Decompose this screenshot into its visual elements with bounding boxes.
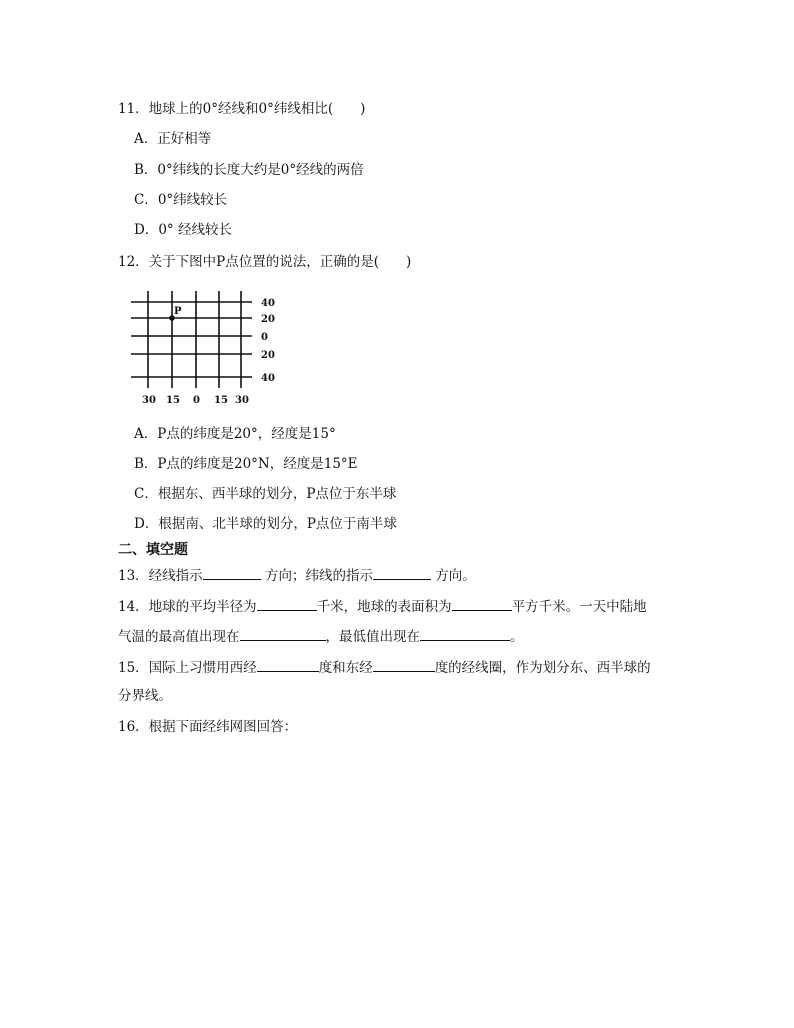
answer-blank[interactable] <box>373 657 435 672</box>
answer-blank[interactable] <box>373 565 431 580</box>
answer-blank[interactable] <box>203 565 261 580</box>
q15-line-2: 分界线。 <box>118 688 172 704</box>
lat-label: 40 <box>261 373 275 384</box>
lat-lon-grid-figure <box>128 288 288 414</box>
q14-text-4: 气温的最高值出现在 <box>118 629 240 645</box>
answer-blank[interactable] <box>452 596 512 611</box>
q11-option-b: B．0°纬线的长度大约是0°经线的两倍 <box>134 162 364 178</box>
answer-blank[interactable] <box>240 626 326 641</box>
lon-label: 15 <box>166 395 180 406</box>
q15-text-1: 15．国际上习惯用西经 <box>118 660 257 676</box>
answer-blank[interactable] <box>420 626 510 641</box>
lon-label: 30 <box>142 395 156 406</box>
q14-line-2 <box>118 626 524 646</box>
q11-option-d: D．0° 经线较长 <box>134 222 232 238</box>
lat-label: 40 <box>261 298 275 309</box>
q15-text-2: 度和东经 <box>318 660 373 676</box>
q13-text-2: 方向；纬线的指示 <box>260 568 373 584</box>
answer-blank[interactable] <box>257 596 317 611</box>
q12-option-a: A．P点的纬度是20°，经度是15° <box>134 426 336 442</box>
grid-lines <box>131 291 252 388</box>
q12-option-c: C．根据东、西半球的划分，P点位于东半球 <box>134 486 397 502</box>
q14-text-1: 14．地球的平均半径为 <box>118 599 257 615</box>
answer-blank[interactable] <box>257 657 319 672</box>
q12-option-d: D．根据南、北半球的划分，P点位于南半球 <box>134 516 397 532</box>
q13 <box>118 565 476 585</box>
q15-text-3: 度的经线圈，作为划分东、西半球的 <box>434 660 651 676</box>
q15-line-1 <box>118 657 651 677</box>
q11-option-c: C．0°纬线较长 <box>134 192 228 208</box>
q11-option-a: A．正好相等 <box>134 131 212 147</box>
q13-text-1: 13．经线指示 <box>118 568 203 584</box>
lat-label: 20 <box>261 350 275 361</box>
lon-label: 0 <box>193 395 200 406</box>
q11-stem: 11．地球上的0°经线和0°纬线相比( ) <box>118 101 366 117</box>
q12-stem: 12．关于下图中P点位置的说法，正确的是( ) <box>118 254 412 270</box>
q16-stem: 16．根据下面经纬网图回答： <box>118 719 298 735</box>
point-p-label: P <box>174 306 182 317</box>
lon-label: 30 <box>235 395 249 406</box>
q14-text-3: 平方千米。一天中陆地 <box>511 599 647 615</box>
section-title: 二、填空题 <box>118 542 188 558</box>
q14-text-2: 千米，地球的表面积为 <box>316 599 452 615</box>
q14-text-6: 。 <box>510 629 524 645</box>
lat-label: 20 <box>261 314 275 325</box>
q14-text-5: ，最低值出现在 <box>325 629 420 645</box>
q14-line-1 <box>118 596 647 616</box>
q12-option-b: B．P点的纬度是20°N，经度是15°E <box>134 456 358 472</box>
q13-text-3: 方向。 <box>430 568 476 584</box>
lon-label: 15 <box>214 395 228 406</box>
lat-label: 0 <box>261 332 268 343</box>
